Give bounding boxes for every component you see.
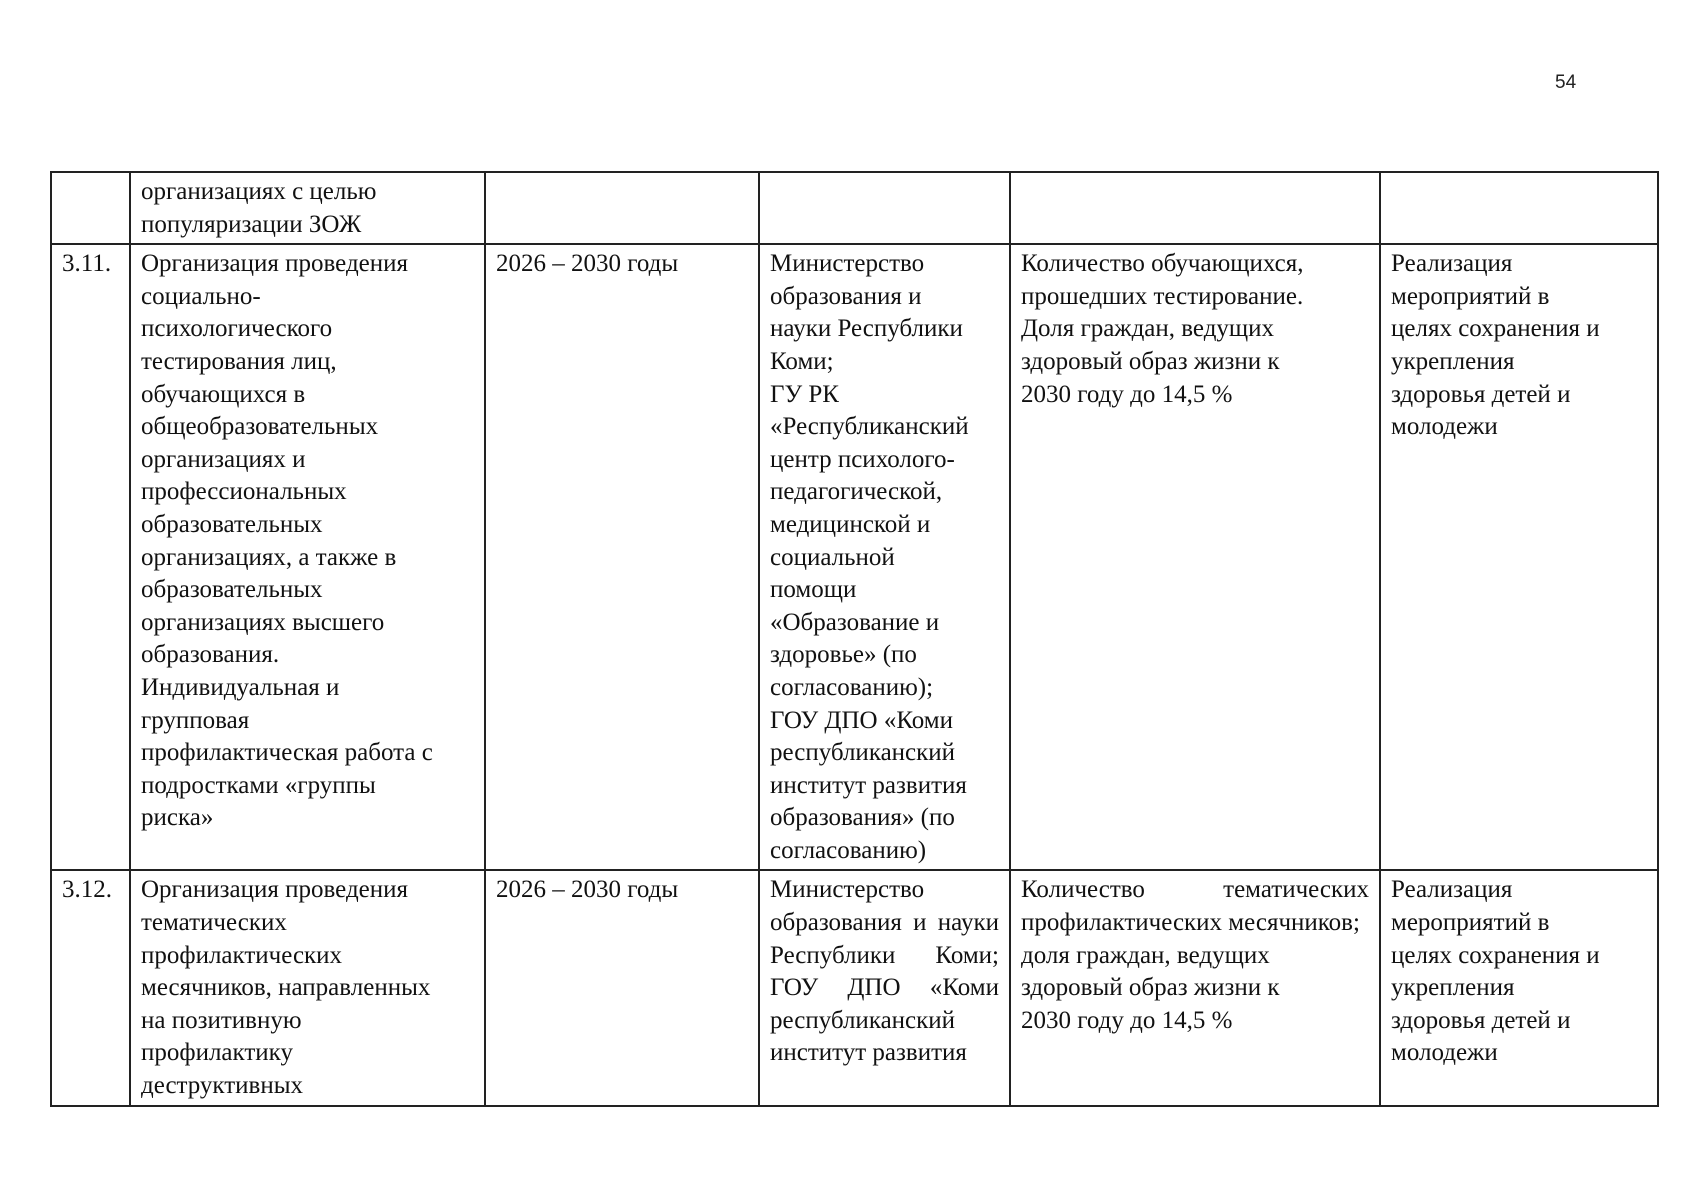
- page-number: 54: [1555, 72, 1577, 93]
- cell-period: 2026 – 2030 годы: [485, 244, 759, 870]
- cell-event: Организация проведения тематических профилактических месячников, направленных на позитивную профилактику деструктивных: [130, 870, 485, 1105]
- table-row: [51, 244, 1658, 870]
- cell-executor: [759, 172, 1010, 244]
- cell-result: Реализация мероприятий в целях сохранения и укрепления здоровья детей и молодежи: [1380, 870, 1658, 1105]
- cell-executor: Министерство образования и науки Республики Коми; ГОУ ДПО «Коми республиканский институт развития: [759, 870, 1010, 1105]
- cell-num: [51, 172, 130, 244]
- measures-table: [50, 171, 1659, 1107]
- cell-period: 2026 – 2030 годы: [485, 870, 759, 1105]
- cell-indicator: Количество обучающихся, прошедших тестирование. Доля граждан, ведущих здоровый образ жизни к 2030 году до 14,5 %: [1010, 244, 1380, 870]
- cell-period: [485, 172, 759, 244]
- cell-num: 3.12.: [51, 870, 130, 1105]
- cell-event: Организация проведения социально- психологического тестирования лиц, обучающихся в общеобразовательных организациях и профессиональных образовательных организациях, а также в образовательных организациях высшего образования. Индивидуальная и групповая профилактическая работа с подростками «группы риска»: [130, 244, 485, 870]
- cell-result: Реализация мероприятий в целях сохранения и укрепления здоровья детей и молодежи: [1380, 244, 1658, 870]
- cell-indicator: Количество тематических профилактических месячников; доля граждан, ведущих здоровый образ жизни к 2030 году до 14,5 %: [1010, 870, 1380, 1105]
- cell-executor: Министерство образования и науки Республики Коми; ГУ РК «Республиканский центр психолого- педагогической, медицинской и социальной помощи «Образование и здоровье» (по согласованию); ГОУ ДПО «Коми республиканский институт развития образования» (по согласованию): [759, 244, 1010, 870]
- table-row: [51, 172, 1658, 244]
- cell-result: [1380, 172, 1658, 244]
- table-row: [51, 870, 1658, 1105]
- cell-num: 3.11.: [51, 244, 130, 870]
- cell-indicator: [1010, 172, 1380, 244]
- cell-event: организациях с целью популяризации ЗОЖ: [130, 172, 485, 244]
